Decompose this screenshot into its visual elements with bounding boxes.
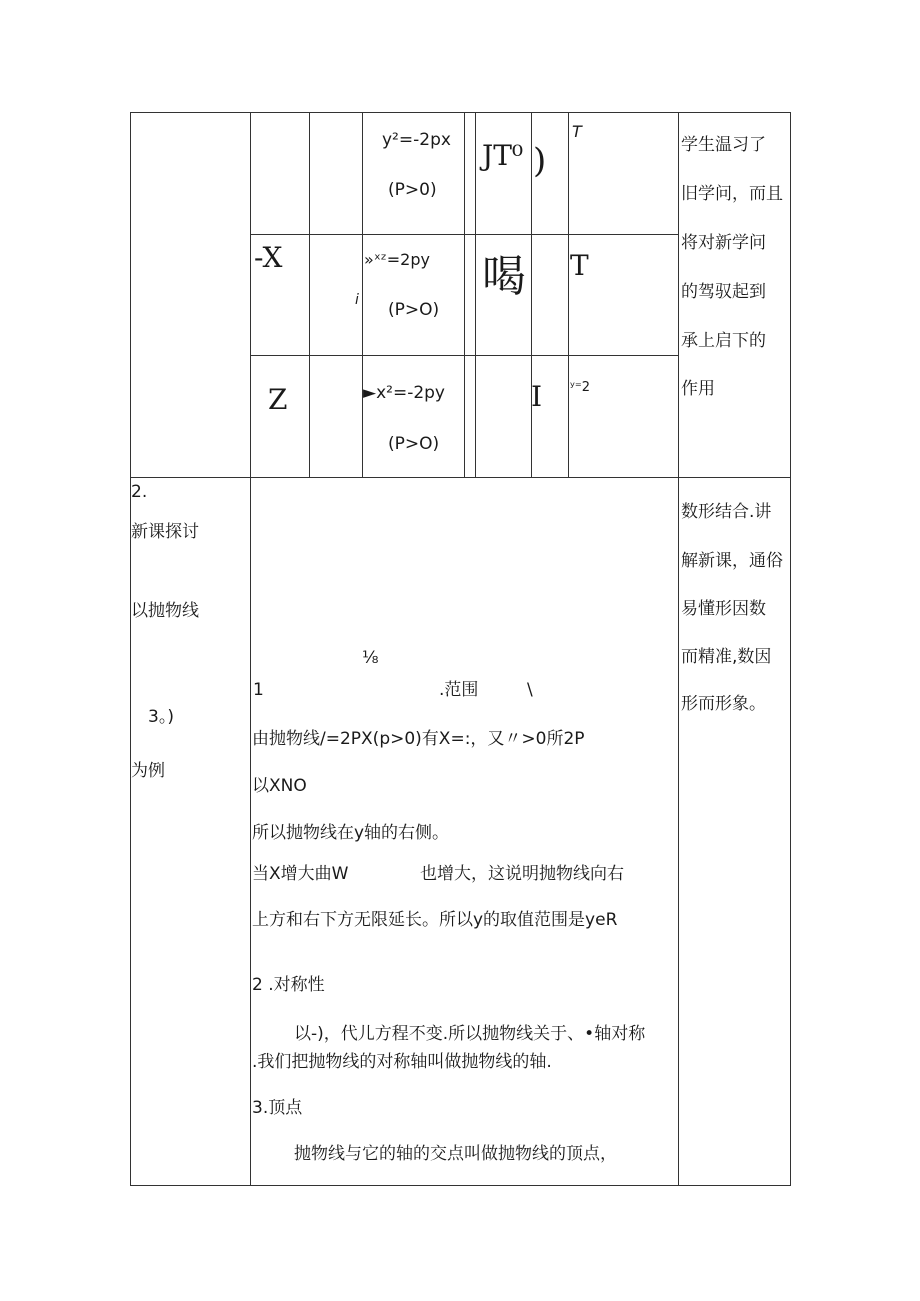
formula-row3: ►x²=-2py <box>363 383 445 403</box>
glyph-row1: JT⁰ <box>482 139 524 172</box>
note2-line-2: 解新课，通俗 <box>681 551 783 571</box>
paren-row1: ) <box>533 141 547 181</box>
col-line-4 <box>464 112 465 477</box>
fraction-mark: ⅛ <box>362 648 379 668</box>
condition-row3: (P>O) <box>388 434 440 454</box>
col-line-1 <box>250 112 251 1186</box>
mark-row3: ʸ⁼2 <box>570 380 590 395</box>
range-line-b: 由抛物线/=2PX(p>0)有X=:，又〃>0所2P <box>252 729 585 749</box>
note2-line-5: 形而形象。 <box>681 694 766 714</box>
condition-row2: (P>O) <box>388 300 440 320</box>
symmetry-para-1: 以-)，代儿方程不变.所以抛物线关于、•轴对称 <box>294 1024 646 1044</box>
range-line-f: 上方和右下方无限延长。所以y的取值范围是yeR <box>252 910 618 930</box>
range-heading: .范围 <box>439 680 479 700</box>
range-line-e1: 当X增大曲W <box>252 864 349 884</box>
note2-line-1: 数形结合.讲 <box>681 502 772 522</box>
condition-row1: (P>0) <box>388 180 437 200</box>
section-title: 新课探讨 <box>131 522 199 542</box>
note-line-3: 将对新学问 <box>681 233 766 253</box>
col-line-8 <box>678 112 679 1186</box>
range-number: 1 <box>253 680 264 700</box>
section-sub2: 3。) <box>148 707 174 727</box>
range-slash: \ <box>527 680 533 700</box>
range-line-c: 以XNO <box>252 776 307 796</box>
note-line-2: 旧学问，而且 <box>681 184 783 204</box>
mark-row1: T <box>572 122 582 141</box>
col-line-3 <box>362 112 363 477</box>
section-number: 2. <box>131 482 148 502</box>
left-symbol-row3: Z <box>268 383 288 416</box>
col-line-5 <box>475 112 476 477</box>
note2-line-3: 易懂形因数 <box>681 599 766 619</box>
left-symbol-row2: -X <box>254 241 283 274</box>
symmetry-para-2: .我们把抛物线的对称轴叫做抛物线的轴. <box>252 1052 552 1072</box>
note-line-5: 承上启下的 <box>681 331 766 351</box>
note-line-4: 的驾驭起到 <box>681 282 766 302</box>
table-border-top <box>130 112 791 113</box>
mark-row2: T <box>570 249 589 282</box>
glyph-row3: I <box>531 380 543 413</box>
table-border-bottom <box>130 1185 791 1186</box>
col-line-6 <box>531 112 532 477</box>
formula-row1: y²=-2px <box>382 130 451 150</box>
note2-line-4: 而精准,数因 <box>681 647 772 667</box>
vertex-heading: 3.顶点 <box>252 1098 303 1118</box>
small-i-row2: i <box>355 292 359 308</box>
col-line-2 <box>309 112 310 477</box>
section-sub3: 为例 <box>131 761 165 781</box>
note-line-6: 作用 <box>681 379 715 399</box>
range-line-e2: 也增大，这说明抛物线向右 <box>420 864 624 884</box>
note-line-1: 学生温习了 <box>681 135 766 155</box>
glyph-row2: 喝 <box>482 251 526 302</box>
symmetry-heading: 2 .对称性 <box>252 975 325 995</box>
table-border-right <box>790 112 791 1186</box>
section-sub1: 以抛物线 <box>131 601 199 621</box>
formula-row2: »ˣᶻ=2py <box>364 250 430 269</box>
col-line-7 <box>568 112 569 477</box>
vertex-para: 抛物线与它的轴的交点叫做抛物线的顶点， <box>294 1144 617 1164</box>
range-line-d: 所以抛物线在y轴的右侧。 <box>252 823 450 843</box>
table-divider-row <box>130 477 791 478</box>
table-border-left <box>130 112 131 1186</box>
